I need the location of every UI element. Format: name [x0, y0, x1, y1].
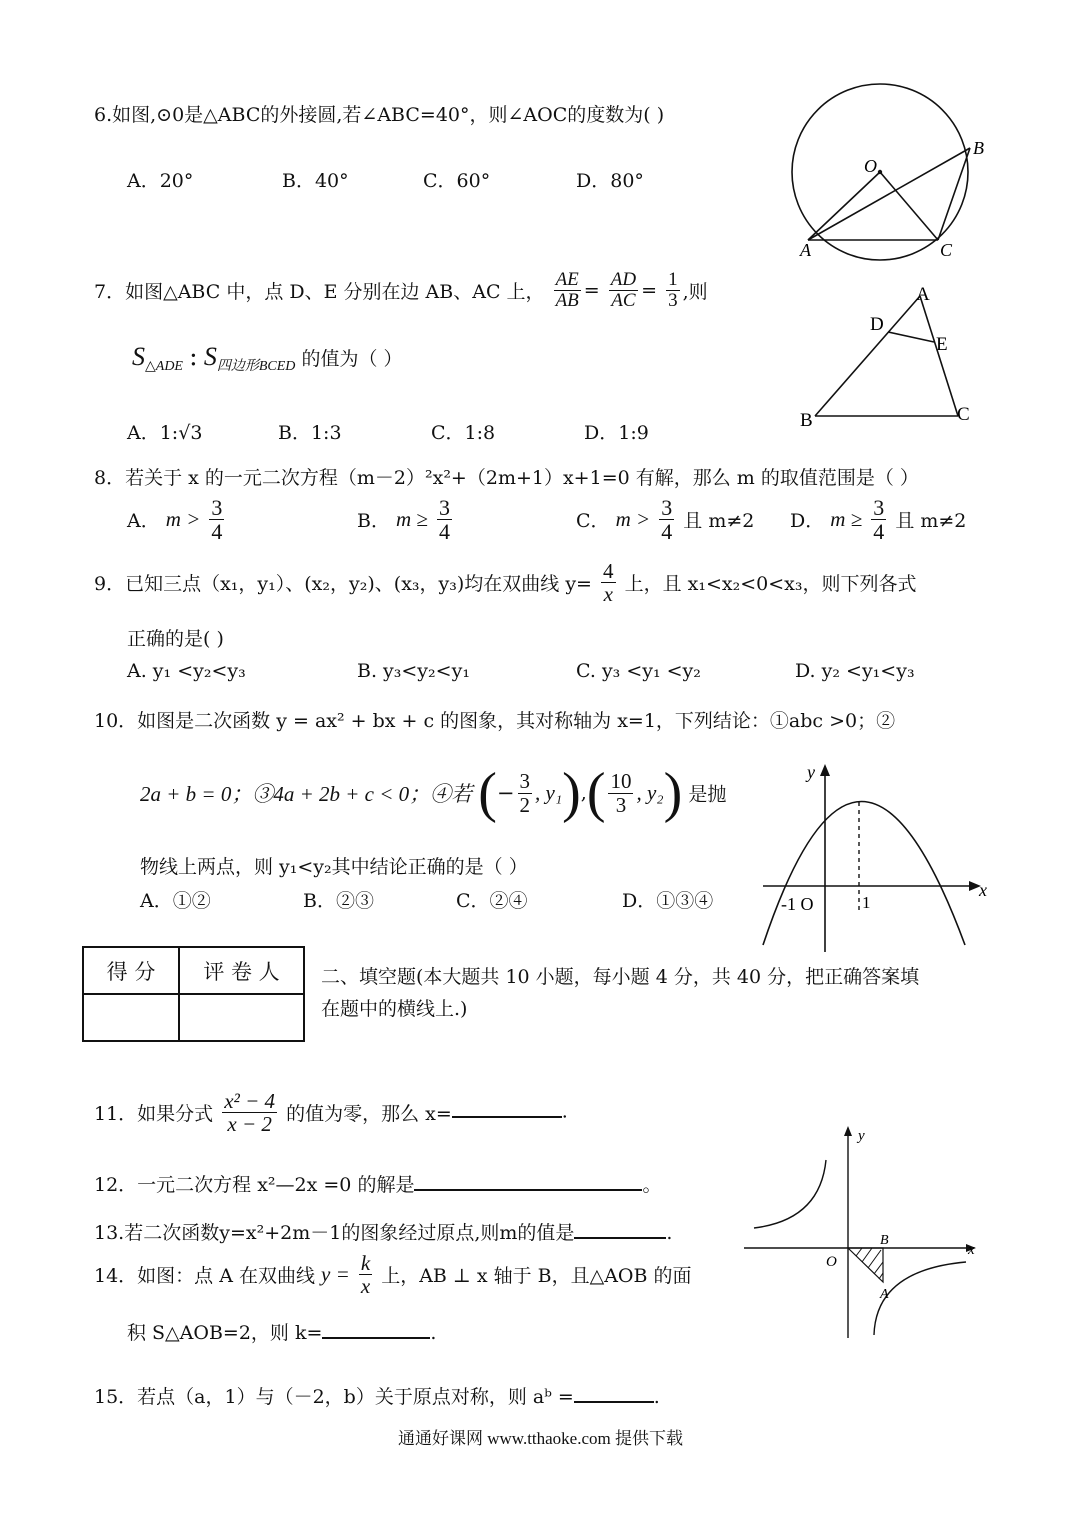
- q7-label-e: E: [936, 334, 948, 355]
- q7-option-b: B．1:3: [278, 422, 342, 444]
- page-footer: 通通好课网 www.tthaoke.com 提供下载: [397, 1429, 684, 1448]
- q14-label-x: x: [968, 1242, 975, 1258]
- section2-line2: 在题中的横线上.): [321, 998, 468, 1020]
- q9-stem-c: 正确的是( ): [127, 628, 224, 650]
- q11-frac-num: x² − 4: [224, 1089, 276, 1113]
- q10-paren-open-2: (: [586, 762, 606, 824]
- q10-p2-num: 10: [610, 769, 632, 794]
- q8-option-b-label: B．: [357, 510, 390, 533]
- q14: [94, 1252, 692, 1297]
- q15: [94, 1382, 660, 1409]
- q7-ratio-line: [132, 342, 403, 375]
- q6-label-c: C: [940, 240, 953, 260]
- q8-option-c-rel: m >: [615, 507, 651, 532]
- q7-frac3-num: 1: [668, 269, 678, 290]
- q10-label-x: x: [979, 880, 987, 900]
- q10-label-origin: -1 O: [781, 894, 814, 914]
- q14-label-o: O: [826, 1254, 837, 1270]
- q10-stem-b: [140, 762, 727, 824]
- q12-pre: 12．一元二次方程 x²—2x =0 的解是: [94, 1174, 415, 1196]
- q6-label-a: A: [800, 240, 811, 260]
- q10-point-sep: ,: [580, 782, 587, 804]
- q10-point1-tail: , y₁: [535, 780, 563, 805]
- q8-c-frac-den: 4: [661, 519, 673, 545]
- q14-end: .: [430, 1322, 437, 1344]
- q10-parabola-figure: [755, 760, 990, 955]
- q10-label-one: 1: [862, 893, 871, 912]
- q9-stem: [94, 560, 916, 605]
- q7-ratio-s1: S: [132, 342, 145, 371]
- q8-option-a-label: A．: [127, 510, 160, 533]
- q15-end: .: [653, 1386, 660, 1408]
- q14-line2-text: 积 S△AOB=2，则 k=: [127, 1322, 323, 1344]
- q13-end: .: [666, 1222, 673, 1244]
- q9-stem-a: 9．已知三点（x₁，y₁）、(x₂，y₂)、(x₃，y₃)均在双曲线 y=: [94, 573, 592, 596]
- q8-option-b: [357, 496, 455, 543]
- q9-frac-den: x: [603, 582, 613, 607]
- q9-frac-num: 4: [603, 559, 614, 583]
- q13: [94, 1218, 672, 1245]
- q6-stem: 6.如图,⊙0是△ABC的外接圆,若∠ABC=40°，则∠AOC的度数为( ): [94, 104, 665, 126]
- q7-triangle-figure: [790, 280, 990, 430]
- q10-paren-close-1: ): [562, 762, 581, 824]
- q13-pre: 13.若二次函数y=x²+2m－1的图象经过原点,则m的值是: [94, 1222, 575, 1244]
- score-table-col1: 得 分: [83, 947, 179, 994]
- q8-b-frac-num: 3: [439, 495, 451, 520]
- q8-option-d-rel: m ≥: [830, 507, 863, 532]
- q7-fraction-ad-ac: [609, 270, 638, 311]
- q10-point1-frac: [518, 770, 533, 815]
- q11-fraction: [222, 1090, 277, 1135]
- q14-line2: [127, 1318, 436, 1345]
- q10-option-c: C．②④: [456, 890, 528, 912]
- q7-frac3-den: 3: [668, 289, 678, 311]
- q7-ratio-sub1: △ADE: [145, 358, 183, 374]
- q7-eq2: =: [641, 279, 658, 302]
- q8-option-d: [790, 496, 966, 543]
- q10-stem-b2: 是抛: [688, 783, 727, 806]
- q11-end: .: [561, 1100, 568, 1123]
- q7-stem-b: ,则: [682, 280, 708, 303]
- q7-eq1: =: [583, 279, 600, 302]
- q10-paren-open-1: (: [478, 762, 497, 824]
- q14-answer-blank[interactable]: [322, 1336, 430, 1339]
- q7-fraction-ae-ab: [554, 270, 581, 311]
- q9-option-a: A. y₁ <y₂<y₃: [127, 660, 246, 682]
- q8-option-c-frac: [659, 496, 674, 543]
- q13-answer-blank[interactable]: [574, 1236, 666, 1239]
- q10-p1-den: 2: [519, 792, 530, 817]
- q14-fraction: [359, 1252, 372, 1297]
- q6-option-a: A．20°: [127, 170, 194, 192]
- q6-label-o: O: [864, 156, 877, 176]
- q7-option-c: C．1:8: [431, 422, 496, 444]
- q8-option-b-frac: [437, 496, 452, 543]
- q10-option-b: B．②③: [303, 890, 374, 912]
- q7-fraction-one-third: [666, 270, 680, 311]
- q8-option-a: [127, 496, 227, 543]
- q10-point2-frac: [608, 770, 633, 815]
- q10-option-a: A．①②: [140, 890, 211, 912]
- q7-ratio-s2: S: [203, 342, 217, 371]
- q6-label-b: B: [973, 138, 984, 158]
- q7-frac2-den: AC: [611, 289, 636, 311]
- q8-option-c-label: C．: [576, 510, 610, 533]
- q8-option-b-rel: m ≥: [396, 507, 428, 532]
- q12-answer-blank[interactable]: [414, 1188, 642, 1191]
- q7-label-d: D: [870, 314, 884, 335]
- q10-paren-close-2: ): [663, 762, 683, 824]
- q10-stem-c: 物线上两点，则 y₁<y₂其中结论正确的是（ ）: [140, 856, 528, 878]
- q8-option-d-frac: [871, 496, 886, 543]
- q9-option-b: B. y₃<y₂<y₁: [357, 660, 470, 682]
- q11-answer-blank[interactable]: [452, 1115, 562, 1118]
- q15-pre: 15．若点（a，1）与（－2，b）关于原点对称，则 aᵇ =: [94, 1386, 574, 1408]
- q6-option-b: B．40°: [282, 170, 349, 192]
- q8-option-d-label: D．: [790, 510, 825, 533]
- q7-ratio-colon: :: [189, 342, 198, 372]
- q14-post: 上，AB ⊥ x 轴于 B，且△AOB 的面: [381, 1265, 692, 1288]
- q8-a-frac-den: 4: [211, 519, 223, 545]
- q7-option-d: D．1:9: [584, 422, 649, 444]
- q11: [94, 1090, 568, 1135]
- q9-stem-b: 上，且 x₁<x₂<0<x₃，则下列各式: [624, 573, 917, 596]
- q7-frac2-num: AD: [610, 269, 637, 290]
- q9-fraction: [601, 560, 616, 605]
- q6-circle-figure: [780, 80, 990, 265]
- q7-option-a: A．1:√3: [127, 422, 203, 444]
- score-table: [82, 946, 305, 1042]
- q9-option-c: C. y₃ <y₁ <y₂: [576, 660, 701, 682]
- q14-label-a: A: [880, 1287, 889, 1302]
- q7-frac1-den: AB: [555, 289, 579, 311]
- q7-label-a: A: [916, 284, 930, 305]
- q8-option-c: [576, 496, 754, 543]
- q8-c-frac-num: 3: [661, 495, 673, 520]
- q7-stem-a: 7．如图△ABC 中，点 D、E 分别在边 AB、AC 上，: [94, 280, 545, 303]
- q14-y-eq: y =: [321, 1262, 350, 1287]
- q7-ratio-sub2: 四边形BCED: [216, 358, 296, 374]
- q8-d-frac-den: 4: [873, 519, 885, 545]
- q8-d-frac-num: 3: [873, 495, 885, 520]
- q8-option-d-tail: 且 m≠2: [895, 510, 967, 533]
- q6-option-d: D．80°: [576, 170, 644, 192]
- q12: [94, 1170, 661, 1197]
- q8-stem: 8．若关于 x 的一元二次方程（m－2）²x²+（2m+1）x+1=0 有解，那么 m 的取值范围是（ ）: [94, 467, 919, 489]
- q10-point2-tail: , y₂: [636, 780, 664, 805]
- q14-label-y: y: [858, 1128, 865, 1144]
- q14-label-b: B: [880, 1233, 889, 1248]
- q14-hyperbola-figure: [740, 1120, 980, 1345]
- q10-stem-b1: 2a + b = 0；③4a + 2b + c < 0；④若: [140, 782, 473, 806]
- section2-line1: 二、填空题(本大题共 10 小题，每小题 4 分，共 40 分，把正确答案填: [321, 966, 920, 988]
- q10-point1-neg: −: [496, 781, 515, 805]
- q8-option-c-tail: 且 m≠2: [683, 510, 755, 533]
- q7-frac1-num: AE: [555, 269, 579, 290]
- q14-pre: 14．如图：点 A 在双曲线: [94, 1265, 315, 1288]
- q14-frac-num: k: [360, 1251, 371, 1275]
- q9-option-d: D. y₂ <y₁<y₃: [795, 660, 915, 682]
- q8-option-a-frac: [209, 496, 224, 543]
- q6-option-c: C．60°: [423, 170, 491, 192]
- q11-frac-den: x − 2: [227, 1112, 272, 1137]
- score-table-col2: 评 卷 人: [179, 947, 304, 994]
- q7-stem: [94, 270, 708, 311]
- score-table-grader-cell[interactable]: [179, 994, 304, 1041]
- q11-pre: 11．如果分式: [94, 1103, 214, 1126]
- q15-answer-blank[interactable]: [574, 1400, 654, 1403]
- q8-option-a-rel: m >: [165, 507, 201, 532]
- score-table-score-cell[interactable]: [83, 994, 179, 1041]
- q10-label-y: y: [807, 762, 815, 782]
- q8-a-frac-num: 3: [211, 495, 223, 520]
- q14-frac-den: x: [360, 1274, 371, 1299]
- q10-option-d: D．①③④: [622, 890, 714, 912]
- q7-label-c: C: [957, 404, 970, 425]
- q11-post: 的值为零，那么 x=: [286, 1103, 452, 1126]
- q7-stem-c: 的值为（ ）: [301, 348, 403, 370]
- q10-p1-num: 3: [519, 769, 530, 794]
- q12-end: 。: [642, 1174, 662, 1196]
- q10-stem-a: 10．如图是二次函数 y = ax² + bx + c 的图象，其对称轴为 x=1，下列结论：①abc >0；②: [94, 710, 896, 732]
- q7-label-b: B: [800, 410, 813, 430]
- q8-b-frac-den: 4: [439, 519, 451, 545]
- q10-p2-den: 3: [615, 792, 627, 817]
